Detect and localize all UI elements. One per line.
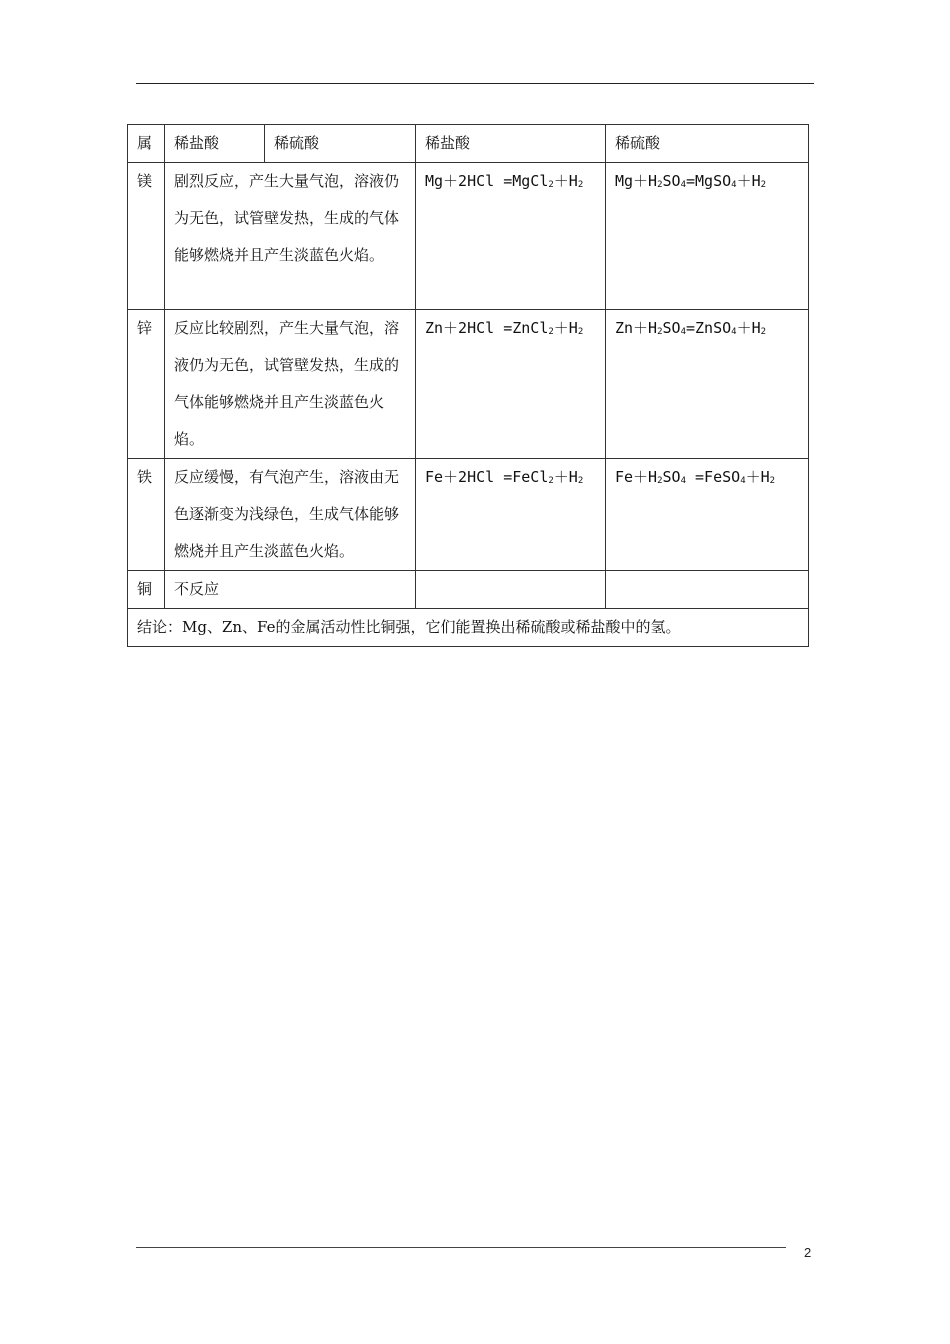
reaction-description: 不反应 bbox=[165, 571, 416, 609]
conclusion-text: 结论：Mg、Zn、Fe的金属活动性比铜强，它们能置换出稀硫酸或稀盐酸中的氢。 bbox=[128, 609, 809, 647]
page-number: 2 bbox=[804, 1245, 812, 1260]
header-hcl: 稀盐酸 bbox=[165, 125, 265, 163]
reaction-description: 剧烈反应，产生大量气泡，溶液仍为无色，试管壁发热，生成的气体能够燃烧并且产生淡蓝色火焰。 bbox=[165, 163, 416, 310]
reaction-description: 反应缓慢，有气泡产生，溶液由无色逐渐变为浅绿色，生成气体能够燃烧并且产生淡蓝色火焰。 bbox=[165, 459, 416, 571]
header-h2so4-equation: 稀硫酸 bbox=[606, 125, 809, 163]
header-hcl-equation: 稀盐酸 bbox=[416, 125, 606, 163]
table-header-row bbox=[128, 125, 809, 163]
header-rule bbox=[136, 83, 814, 84]
h2so4-equation: $Mg+H_2SO_4=MgSO_4+H_2$ bbox=[606, 163, 809, 310]
h2so4-equation: $Zn+H_2SO_4=ZnSO_4+H_2$ bbox=[606, 310, 809, 459]
hcl-equation-empty bbox=[416, 571, 606, 609]
reaction-table bbox=[127, 124, 809, 647]
h2so4-equation: $Fe+H_2SO_4$ $=FeSO_4+H_2$ bbox=[606, 459, 809, 571]
hcl-equation: $Zn+2HCl =ZnCl_2+H_2$ bbox=[416, 310, 606, 459]
metal-name: 锌 bbox=[128, 310, 165, 459]
header-metal: 属 bbox=[128, 125, 165, 163]
reaction-description: 反应比较剧烈，产生大量气泡，溶液仍为无色，试管壁发热，生成的气体能够燃烧并且产生淡蓝色火焰。 bbox=[165, 310, 416, 459]
conclusion-row bbox=[128, 609, 809, 647]
metal-name: 铜 bbox=[128, 571, 165, 609]
table-row bbox=[128, 310, 809, 459]
metal-name: 铁 bbox=[128, 459, 165, 571]
table-row bbox=[128, 163, 809, 310]
footer-rule bbox=[136, 1247, 786, 1248]
hcl-equation: $Fe+2HCl =FeCl_2+H_2$ bbox=[416, 459, 606, 571]
h2so4-equation-empty bbox=[606, 571, 809, 609]
table-row bbox=[128, 459, 809, 571]
table-row bbox=[128, 571, 809, 609]
metal-name: 镁 bbox=[128, 163, 165, 310]
header-h2so4: 稀硫酸 bbox=[265, 125, 416, 163]
hcl-equation: $Mg+2HCl =MgCl_2+H_2$ bbox=[416, 163, 606, 310]
